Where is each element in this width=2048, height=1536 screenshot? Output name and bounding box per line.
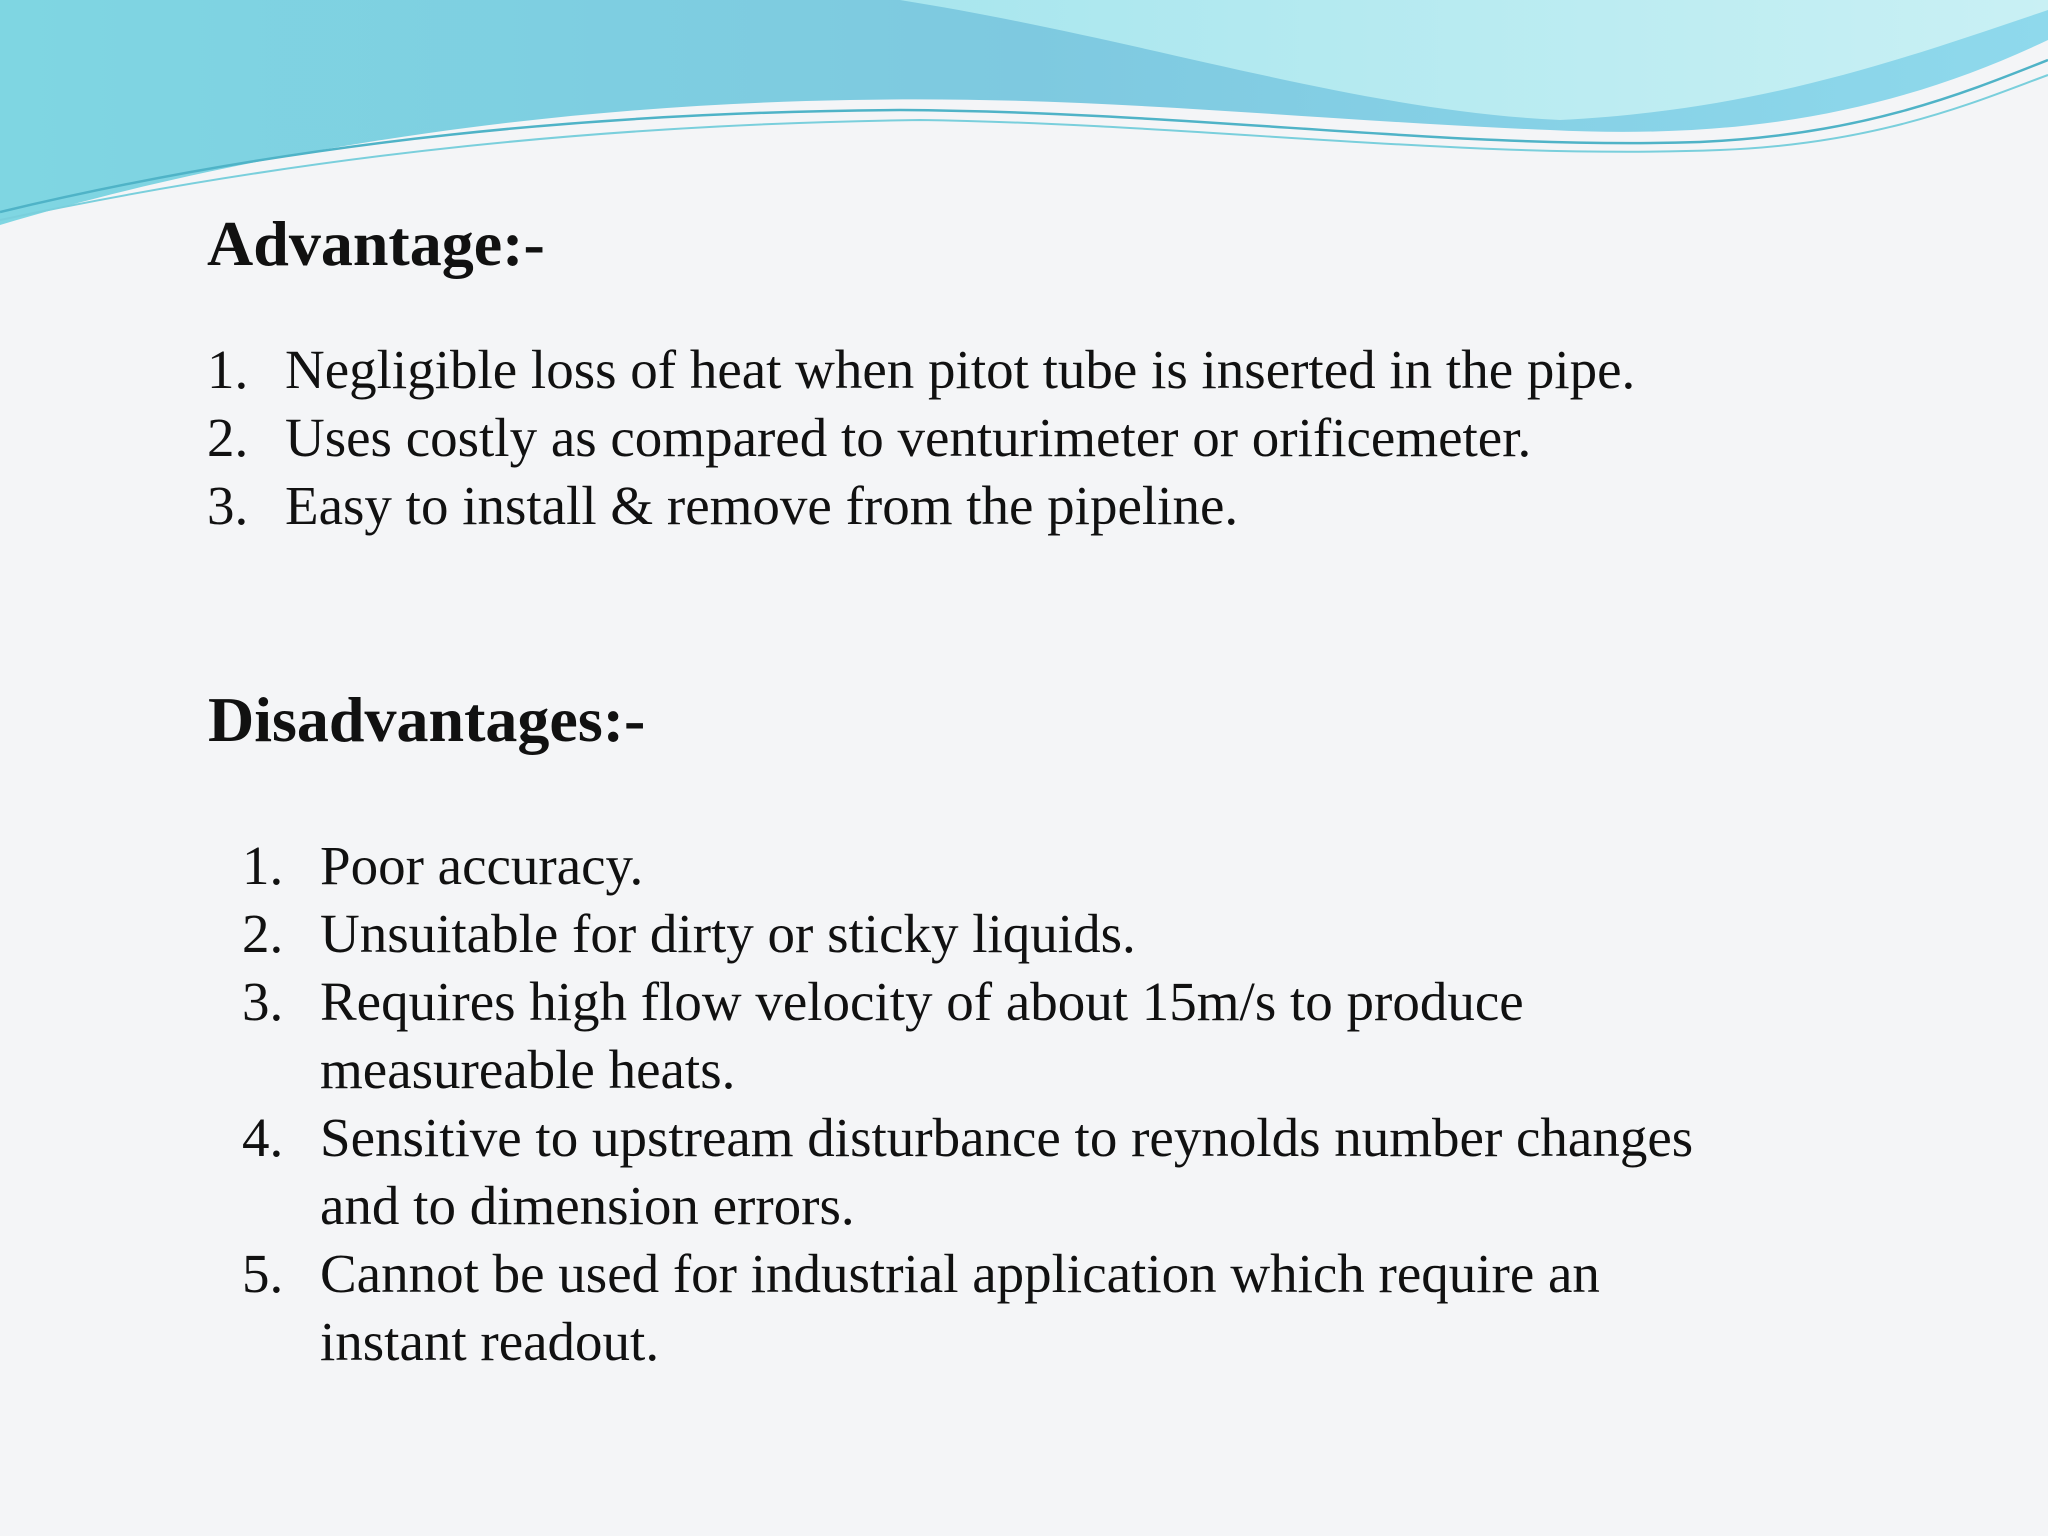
list-item-text: Requires high flow velocity of about 15m/s to produce measureable heats.	[320, 971, 1524, 1100]
header-wave-decoration	[0, 0, 2048, 240]
list-item-text: Unsuitable for dirty or sticky liquids.	[320, 903, 1136, 964]
list-item-number: 3.	[207, 475, 249, 536]
list-item	[207, 336, 1747, 404]
disadvantages-heading: Disadvantages:-	[208, 684, 646, 755]
list-item	[242, 832, 1742, 900]
list-item	[207, 404, 1747, 472]
list-item-number: 2.	[207, 407, 249, 468]
list-item	[242, 1104, 1742, 1240]
advantage-heading: Advantage:-	[207, 208, 545, 279]
list-item	[242, 900, 1742, 968]
list-item-text: Negligible loss of heat when pitot tube is inserted in the pipe.	[285, 339, 1636, 400]
list-item-number: 1.	[207, 339, 249, 400]
list-item-text: Sensitive to upstream disturbance to reynolds number changes and to dimension errors.	[320, 1107, 1694, 1236]
list-item-number: 4.	[242, 1107, 284, 1168]
list-item-text: Easy to install & remove from the pipeline.	[285, 475, 1239, 536]
list-item-text: Uses costly as compared to venturimeter or orificemeter.	[285, 407, 1532, 468]
list-item-text: Cannot be used for industrial application which require an instant readout.	[320, 1243, 1600, 1372]
list-item-number: 1.	[242, 835, 284, 896]
list-item-number: 3.	[242, 971, 284, 1032]
advantages-list	[207, 336, 1747, 540]
list-item-text: Poor accuracy.	[320, 835, 644, 896]
list-item	[207, 472, 1747, 540]
list-item-number: 2.	[242, 903, 284, 964]
list-item	[242, 968, 1742, 1104]
disadvantages-list	[242, 832, 1742, 1376]
list-item	[242, 1240, 1742, 1376]
list-item-number: 5.	[242, 1243, 284, 1304]
